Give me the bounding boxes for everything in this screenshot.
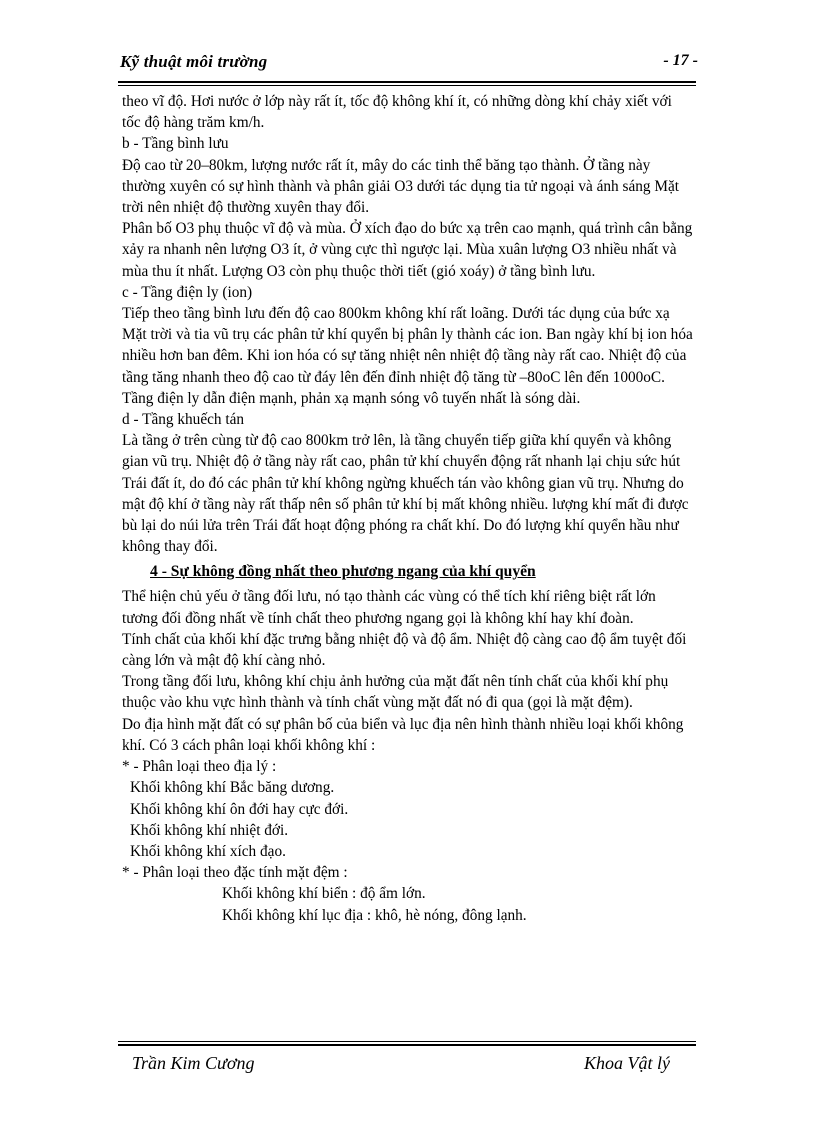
list-item: Khối không khí nhiệt đới. [130, 821, 289, 839]
subheading-ionosphere: c - Tầng điện ly (ion) [122, 283, 253, 301]
paragraph: Trong tầng đối lưu, không khí chịu ảnh hưởng của mặt đất nên tính chất của khối khí phụ thuộc vào khu vực hình thành và tính chất vùng mặt đất nó đi qua (gọi là mặt đệm). [122, 673, 669, 712]
page-footer [118, 1049, 696, 1077]
page-body [122, 91, 694, 926]
list-item: Khối không khí biển : độ ẩm lớn. [222, 885, 426, 903]
paragraph: Độ cao từ 20–80km, lượng nước rất ít, mây do các tinh thể băng tạo thành. Ở tầng này thường xuyên có sự hình thành và phân giải O3 dưới tác dụng tia tử ngoại và ánh sáng Mặt trời nên nhiệt độ thường xuyên thay đổi. [122, 156, 680, 217]
paragraph: Tầng điện ly dẫn điện mạnh, phản xạ mạnh sóng vô tuyến nhất là sóng dài. [122, 389, 581, 407]
footer-department: Khoa Vật lý [584, 1053, 670, 1073]
header-title: Kỹ thuật môi trường [120, 52, 268, 71]
paragraph: Là tầng ở trên cùng từ độ cao 800km trở lên, là tầng chuyển tiếp giữa khí quyển và không gian vũ trụ. Nhiệt độ ở tầng này rất cao, phân tử khí chuyển động rất nhanh lại chịu sức hút Trái đất ít, do đó các phân tử khí không ngừng khuếch tán vào không gian vũ trụ. Nhưng do mật độ khí ở tầng này rất thấp nên số phân tử khí bị mất không nhiều. lượng khí mất đi được bù lại do núi lửa trên Trái đất hoạt động phóng ra chất khí. Do đó lượng khí quyển hầu như không thay đổi. [122, 432, 689, 556]
page-number: - 17 - [663, 52, 698, 69]
header-rule-thin [118, 85, 696, 86]
footer-rule-thick [118, 1044, 696, 1046]
list-item: Khối không khí lục địa : khô, hè nóng, đông lạnh. [222, 906, 527, 924]
paragraph: Phân bố O3 phụ thuộc vĩ độ và mùa. Ở xích đạo do bức xạ trên cao mạnh, quá trình cân bằng xảy ra nhanh nên lượng O3 ít, ở vùng cực thì ngược lại. Mùa xuân lượng O3 nhiều nhất và mùa thu ít nhất. Lượng O3 còn phụ thuộc thời tiết (gió xoáy) ở tầng bình lưu. [122, 220, 693, 280]
header-rule-thick [118, 81, 696, 83]
paragraph: Thể hiện chủ yếu ở tầng đối lưu, nó tạo thành các vùng có thể tích khí riêng biệt rất lớn tương đối đồng nhất về tính chất theo phương ngang gọi là không khí hay khí đoàn. [122, 588, 656, 627]
list-item: Khối không khí Bắc băng dương. [130, 779, 335, 797]
list-item: Khối không khí ôn đới hay cực đới. [130, 800, 349, 818]
paragraph: Tiếp theo tầng bình lưu đến độ cao 800km không khí rất loãng. Dưới tác dụng của bức xạ Mặt trời và tia vũ trụ các phân tử khí quyển bị phân ly thành các ion. Ban ngày khí bị ion hóa nhiều hơn ban đêm. Khi ion hóa có sự tăng nhiệt nên nhiệt độ tầng này rất cao. Nhiệt độ của tầng tăng nhanh theo độ cao từ đáy lên đến đỉnh nhiệt độ tăng từ –80oC lên đến 1000oC. [122, 305, 693, 386]
section-title: 4 - Sự không đồng nhất theo phương ngang của khí quyển [150, 563, 536, 581]
list-item: Khối không khí xích đạo. [130, 842, 286, 860]
footer-author: Trần Kim Cương [132, 1053, 255, 1073]
page-header [118, 50, 698, 78]
subheading-exosphere: d - Tầng khuếch tán [122, 411, 245, 429]
paragraph: Do địa hình mặt đất có sự phân bố của biển và lục địa nên hình thành nhiều loại khối không khí. Có 3 cách phân loại khối không khí : [122, 715, 684, 754]
footer-rule-thin [118, 1041, 696, 1042]
classification-surface-heading: * - Phân loại theo đặc tính mặt đệm : [122, 864, 348, 882]
subheading-stratosphere: b - Tầng bình lưu [122, 135, 229, 153]
paragraph: theo vĩ độ. Hơi nước ở lớp này rất ít, tốc độ không khí ít, có những dòng khí chảy xiết với tốc độ hàng trăm km/h. [122, 93, 672, 132]
paragraph: Tính chất của khối khí đặc trưng bằng nhiệt độ và độ ẩm. Nhiệt độ càng cao độ ẩm tuyệt đối càng lớn và mật độ khí càng nhỏ. [122, 630, 687, 670]
classification-geo-heading: * - Phân loại theo địa lý : [122, 758, 277, 776]
